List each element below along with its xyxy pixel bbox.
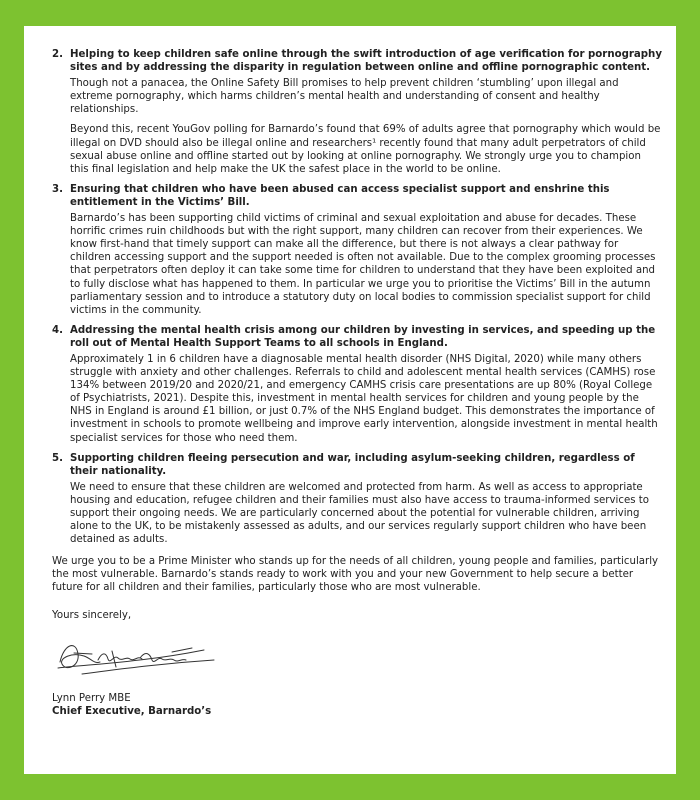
signatory-name: Lynn Perry MBE — [52, 692, 131, 704]
item-paragraph: We need to ensure that these children are welcomed and protected from harm. As well as access to appropriate housing and education, refugee children and their families must also have access to trauma-informed services to support their ongoing needs. We are particularly concerned about the potential for vulnerable children, arriving alone to the UK, to be mistakenly assessed as adults, and our services regularly support children who have been detained as adults. — [70, 481, 649, 546]
item-paragraph: Approximately 1 in 6 children have a diagnosable mental health disorder (NHS Digital, 2020) while many others struggle with anxiety and other challenges. Referrals to child and adolescent mental health services (CAMHS) rose 134% between 2019/20 and 2020/21, and emergency CAMHS crisis care presentations are up 80% (Royal College of Psychiatrists, 2021). Despite this, investment in mental health services for children and young people by the NHS in England is around £1 billion, or just 0.7% of the NHS England budget. This demonstrates the importance of investment in schools to promote wellbeing and improve early intervention, alongside investment in mental health specialist services for those who need them. — [70, 353, 658, 444]
list-item — [52, 324, 662, 445]
item-number: 2. — [52, 49, 63, 60]
item-heading: Helping to keep children safe online through the swift introduction of age verification for pornography sites and by addressing the disparity in regulation between online and offline pornographic content. — [70, 49, 662, 74]
item-heading: Supporting children fleeing persecution and war, including asylum-seeking children, regardless of their nationality. — [70, 452, 635, 477]
list-item — [52, 183, 662, 317]
signature-icon — [54, 632, 224, 682]
demands-list — [52, 48, 662, 546]
signatory-role: Chief Executive, Barnardo’s — [52, 705, 212, 717]
item-paragraph: Though not a panacea, the Online Safety Bill promises to help prevent children ‘stumbling’ upon illegal and extreme pornography, which harms children’s mental health and understanding of consent and healthy relationships. — [70, 78, 619, 116]
letter-page — [24, 26, 676, 774]
item-number: 5. — [52, 452, 63, 464]
list-item — [52, 48, 662, 176]
closing-paragraph: We urge you to be a Prime Minister who stands up for the needs of all children, young people and families, particularly the most vulnerable. Barnardo’s stands ready to work with you and your new Government to help secure a better future for all children and their families, particularly those who are most vulnerable. — [52, 556, 659, 594]
item-paragraph: Beyond this, recent YouGov polling for Barnardo’s found that 69% of adults agree that pornography which would be illegal on DVD should also be illegal online and researchers¹ recently found that many adult perpetrators of child sexual abuse online and offline started out by looking at online pornography. We strongly urge you to champion this final legislation and help make the UK the safest place in the world to be online. — [70, 124, 661, 175]
item-heading: Ensuring that children who have been abused can access specialist support and enshrine this entitlement in the Victims’ Bill. — [70, 183, 610, 208]
item-paragraph: Barnardo’s has been supporting child victims of criminal and sexual exploitation and abuse for decades. These horrific crimes ruin childhoods but with the right support, many children can recover from their experiences. We know first-hand that timely support can make all the difference, but there is not always a clear pathway for children accessing support and the support needed is often not available. Due to the complex grooming processes that perpetrators often deploy it can take some time for children to understand that they have been exploited and to fully disclose what has happened to them. In particular we urge you to prioritise the Victims’ Bill in the autumn parliamentary session and to introduce a statutory duty on local bodies to commission specialist support for child victims in the community. — [70, 213, 656, 316]
item-heading: Addressing the mental health crisis among our children by investing in services, and speeding up the roll out of Mental Health Support Teams to all schools in England. — [70, 324, 656, 349]
list-item — [52, 452, 662, 547]
item-number: 4. — [52, 324, 63, 336]
sign-off: Yours sincerely, — [52, 609, 132, 621]
item-number: 3. — [52, 183, 63, 195]
